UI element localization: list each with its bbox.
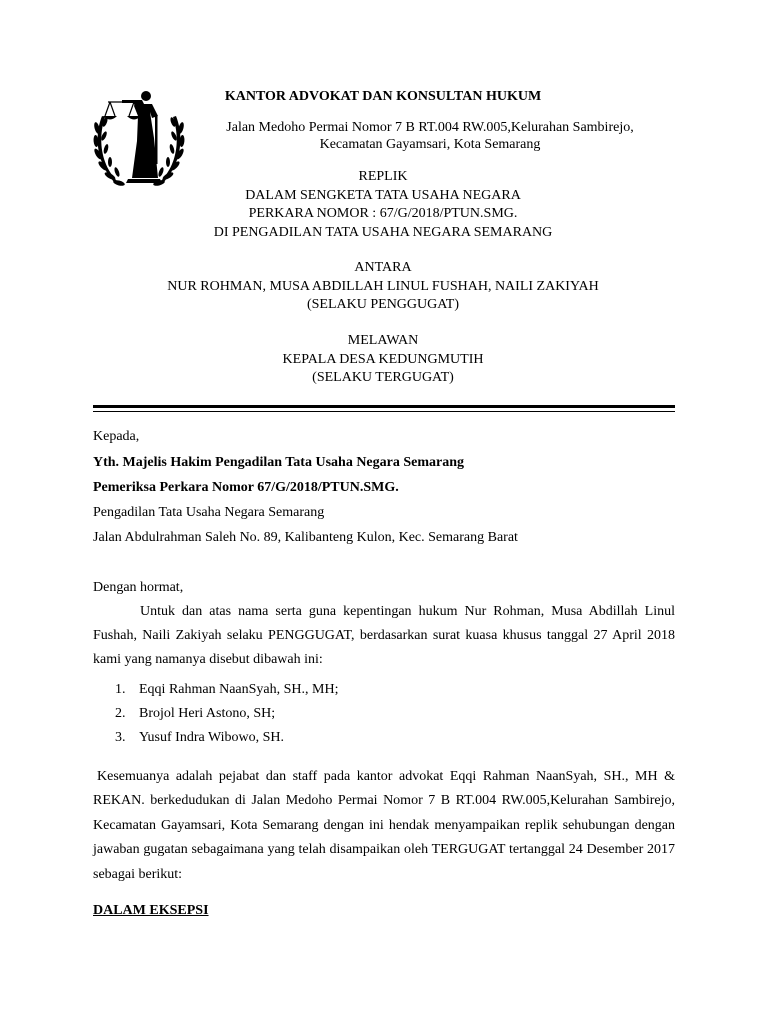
office-name: KANTOR ADVOKAT DAN KONSULTAN HUKUM [224, 89, 542, 104]
address-line-1: Jalan Medoho Permai Nomor 7 B RT.004 RW.005,Kelurahan Sambirejo, [226, 120, 634, 135]
attorney-list [93, 678, 675, 751]
address-line-2: Kecamatan Gayamsari, Kota Semarang [319, 137, 541, 152]
addressee-line-3: Pengadilan Tata Usaha Negara Semarang [93, 505, 325, 520]
plaintiff-role: (SELAKU PENGGUGAT) [306, 297, 460, 312]
list-item: 3. Yusuf Indra Wibowo, SH. [115, 730, 285, 746]
melawan-label: MELAWAN [347, 333, 419, 348]
court-name: DI PENGADILAN TATA USAHA NEGARA SEMARANG [213, 224, 553, 240]
list-item: 2. Brojol Heri Astono, SH; [115, 706, 276, 722]
letter-body [93, 0, 675, 1024]
addressee-line-2: Pemeriksa Perkara Nomor 67/G/2018/PTUN.SMG. [93, 480, 399, 495]
addressee-line-4: Jalan Abdulrahman Saleh No. 89, Kalibanteng Kulon, Kec. Semarang Barat [93, 530, 518, 545]
intro-paragraph: Untuk dan atas nama serta guna kepentingan hukum Nur Rohman, Musa Abdillah Linul Fushah, Naili Zakiyah selaku PENGGUGAT, berdasarkan surat kuasa khusus tanggal 27 April 2018 kami yang namanya disebut dibawah ini: [93, 604, 675, 668]
antara-label: ANTARA [354, 260, 412, 275]
plaintiff-names: NUR ROHMAN, MUSA ABDILLAH LINUL FUSHAH, NAILI ZAKIYAH [167, 278, 599, 294]
defendant-role: (SELAKU TERGUGAT) [312, 370, 454, 385]
kepada-label: Kepada, [93, 429, 140, 444]
addressee-line-1: Yth. Majelis Hakim Pengadilan Tata Usaha Negara Semarang [93, 455, 465, 470]
list-item: 1. Eqqi Rahman NaanSyah, SH., MH; [115, 682, 339, 697]
dispute-type: DALAM SENGKETA TATA USAHA NEGARA [245, 187, 521, 203]
greeting: Dengan hormat, [93, 580, 184, 595]
defendant-name: KEPALA DESA KEDUNGMUTIH [282, 351, 484, 367]
case-number: PERKARA NOMOR : 67/G/2018/PTUN.SMG. [248, 206, 518, 221]
statement-paragraph: Kesemuanya adalah pejabat dan staff pada kantor advokat Eqqi Rahman NaanSyah, SH., MH & REKAN. berkedudukan di Jalan Medoho Permai Nomor 7 B RT.004 RW.005,Kelurahan Sambirejo, Kecamatan Gayamsari, Kota Semarang dengan ini hendak menyampaikan replik sehubungan dengan jawaban gugatan sebagaimana yang telah disampaikan oleh TERGUGAT tertanggal 24 Desember 2017 sebagai berikut: [93, 769, 675, 882]
document-title: REPLIK [358, 169, 408, 184]
section-heading: DALAM EKSEPSI [93, 903, 209, 918]
